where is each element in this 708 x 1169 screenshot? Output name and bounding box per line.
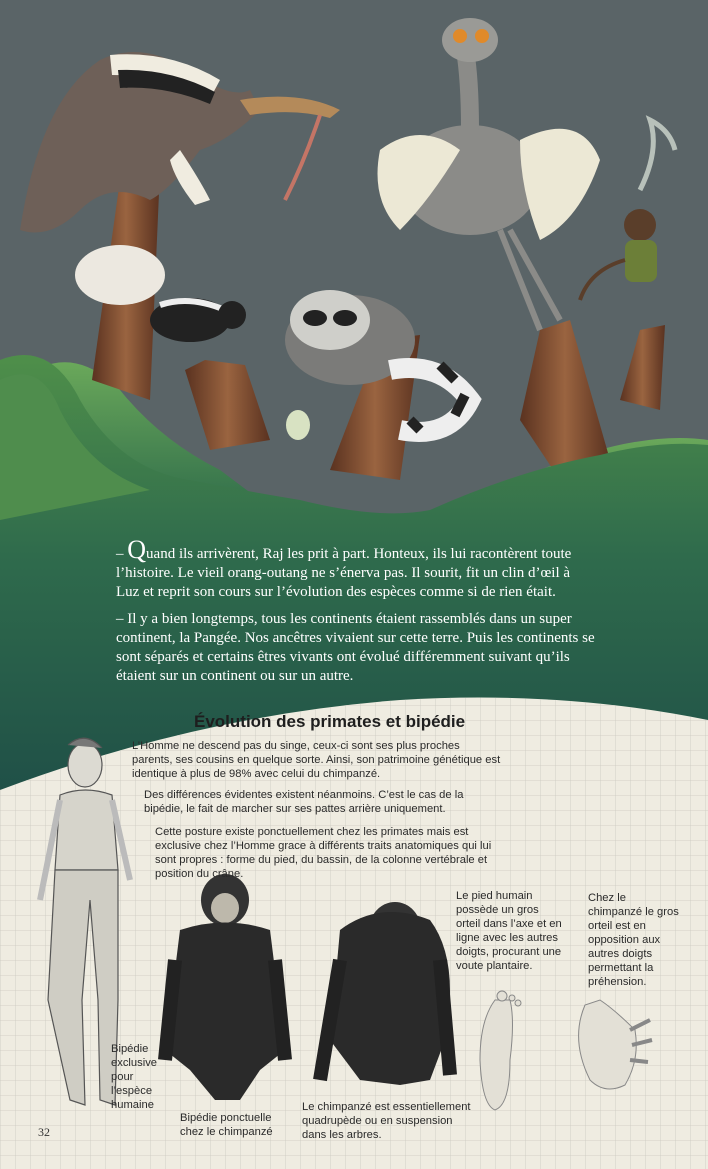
human-bipedal-caption: Bipédie exclusive pour l’espèce humaine	[111, 1043, 158, 1111]
science-paragraph-1: L’Homme ne descend pas du singe, ceux-ci sont ses plus proches parents, ses cousins en quelque sorte. Ainsi, son patrimoine génétique est identique à plus de 98% avec celui du chimpanzé.	[132, 740, 501, 780]
drop-cap: Q	[127, 535, 147, 564]
human-foot-caption: Le pied humain possède un gros orteil dans l’axe et en ligne avec les autres doigts, procurant une voute plantaire.	[456, 890, 562, 972]
story-paragraph-2: – Il y a bien longtemps, tous les continents étaient rassemblés dans un super continent, la Pangée. Nos ancêtres vivaient sur cette terre. Puis les continents se sont séparés et certains êtres vivants ont évolué différemment suivant qu’ils étaient sur un continent ou sur un autre.	[116, 611, 595, 684]
chimp-quadruped-caption: Le chimpanzé est essentiellement quadrupède ou en suspension dans les arbres.	[302, 1101, 471, 1141]
science-title: Évolution des primates et bipédie	[194, 712, 466, 731]
page-number: 32	[38, 1125, 50, 1139]
chimp-standing-caption: Bipédie ponctuelle chez le chimpanzé	[180, 1112, 273, 1138]
dash: –	[116, 546, 128, 562]
science-paragraph-3: Cette posture existe ponctuellement chez les primates mais est exclusive chez l’Homme grace à différents traits anatomiques qui lui sont propres : forme du pied, du bassin, de la colonne vertébrale et position du crâne.	[155, 826, 492, 880]
science-paragraph-2: Des différences évidentes existent néanmoins. C’est le cas de la bipédie, le fait de marcher sur ses pattes arrière uniquement.	[144, 789, 464, 815]
story-paragraph-1	[116, 535, 596, 602]
story-paragraph-1-text: uand ils arrivèrent, Raj les prit à part. Honteux, ils lui racontèrent toute l’histoire. Le vieil orang-outang ne s’énerva pas. Il sourit, fit un clin d’œil à Luz et reprit son cours sur l’évolution des espèces comme si de rien était.	[116, 546, 572, 600]
story-text	[116, 535, 596, 694]
chimp-foot-caption: Chez le chimpanzé le gros orteil est en opposition aux autres doigts permettant la préhension.	[588, 892, 679, 988]
